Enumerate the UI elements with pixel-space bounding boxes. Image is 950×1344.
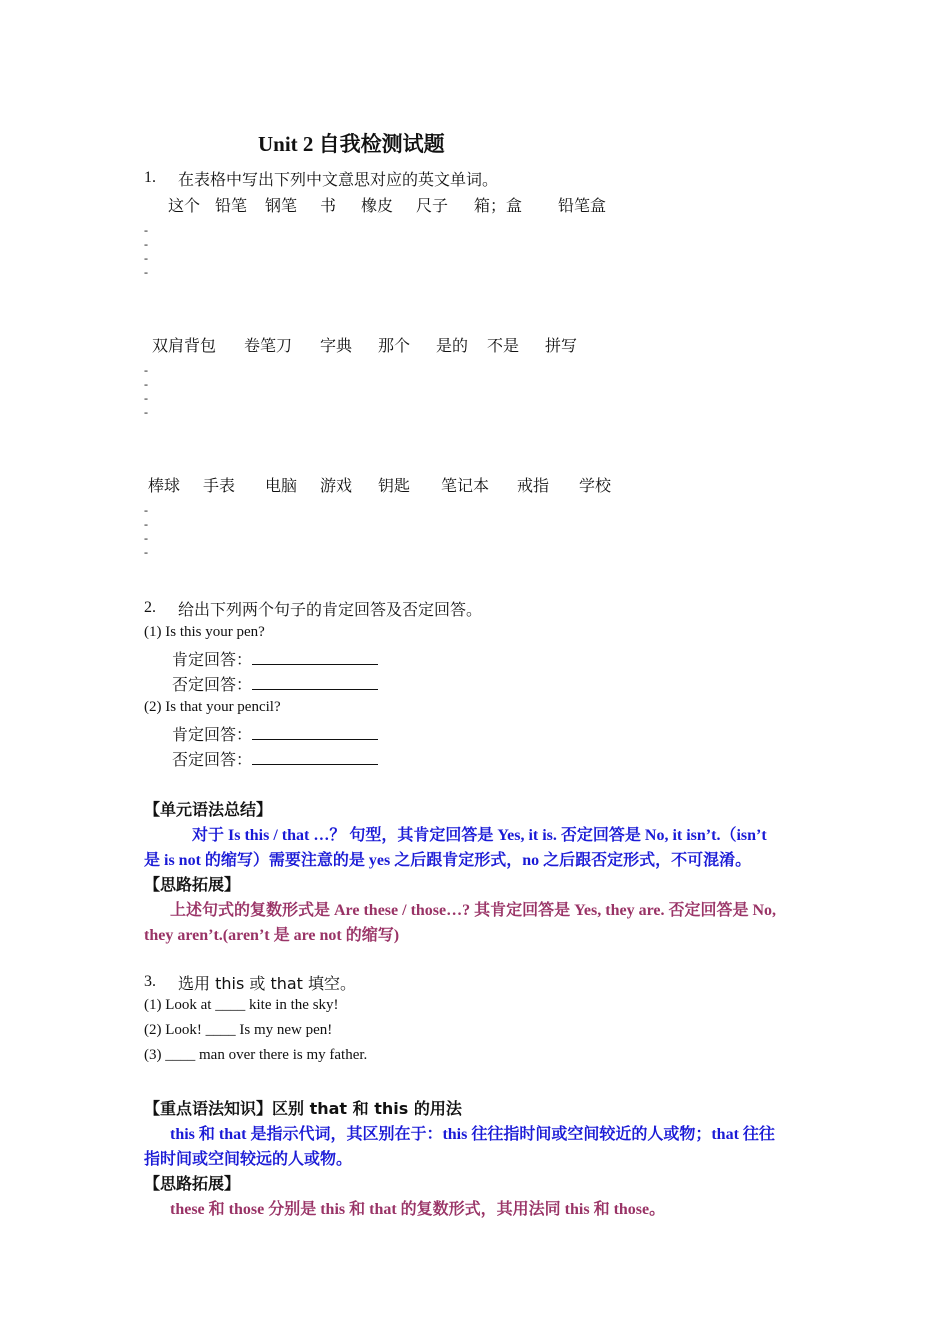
answer-blank[interactable] [252, 725, 378, 740]
word-cell: 戒指 [517, 476, 550, 495]
extension-heading: 【思路拓展】 [144, 875, 241, 894]
word-cell: 字典 [320, 336, 353, 355]
blank-row-marker: - [144, 531, 148, 545]
word-cell: 不是 [487, 336, 520, 355]
negative-label: 否定回答： [172, 750, 253, 769]
blank-row-marker: - [144, 251, 148, 265]
q2-1-positive [172, 647, 378, 670]
grammar-summary-heading: 【单元语法总结】 [144, 800, 273, 819]
answer-blank[interactable] [252, 675, 378, 690]
word-cell: 书 [320, 196, 337, 215]
blank-row-marker: - [144, 265, 148, 279]
word-cell: 尺子 [416, 196, 449, 215]
q3-instruction: 选用 this 或 that 填空。 [178, 974, 357, 993]
word-cell: 是的 [436, 336, 469, 355]
key-grammar-heading: 【重点语法知识】区别 that 和 this 的用法 [144, 1099, 462, 1118]
word-cell: 钥匙 [378, 476, 411, 495]
q2-sentence-1: (1) Is this your pen? [144, 624, 265, 640]
q2-2-negative [172, 747, 378, 770]
answer-blank[interactable] [252, 650, 378, 665]
blank-row-marker: - [144, 237, 148, 251]
q2-1-negative [172, 672, 378, 695]
q2-sentence-2: (2) Is that your pencil? [144, 699, 281, 715]
extension-line-1: these 和 those 分别是 this 和 that 的复数形式，其用法同 this 和 those。 [170, 1201, 666, 1218]
word-cell: 橡皮 [361, 196, 394, 215]
key-grammar-line-1: this 和 that 是指示代词，其区别在于：this 往往指时间或空间较近的人或物；that 往往 [170, 1126, 775, 1143]
blank-row-marker: - [144, 517, 148, 531]
negative-label: 否定回答： [172, 675, 253, 694]
word-cell: 双肩背包 [152, 336, 217, 355]
positive-label: 肯定回答： [172, 725, 253, 744]
word-cell: 铅笔盒 [558, 196, 607, 215]
word-cell: 拼写 [545, 336, 578, 355]
word-cell: 箱；盒 [474, 196, 523, 215]
q1-instruction: 在表格中写出下列中文意思对应的英文单词。 [178, 170, 499, 189]
word-cell: 笔记本 [441, 476, 490, 495]
blank-row-marker: - [144, 377, 148, 391]
page-title: Unit 2 自我检测试题 [258, 132, 445, 156]
blank-row-marker: - [144, 391, 148, 405]
word-cell: 这个 [168, 196, 201, 215]
q3-number: 3. [144, 973, 156, 990]
q3-item: (2) Look! ____ Is my new pen! [144, 1022, 333, 1038]
word-cell: 铅笔 [215, 196, 248, 215]
blank-row-marker: - [144, 545, 148, 559]
word-cell: 学校 [579, 476, 612, 495]
word-cell: 游戏 [320, 476, 353, 495]
blank-row-marker: - [144, 405, 148, 419]
grammar-summary-line-1: 对于 Is this / that …？ 句型，其肯定回答是 Yes, it is. 否定回答是 No, it isn’t.（isn’t [192, 827, 767, 844]
word-cell: 棒球 [148, 476, 181, 495]
word-cell: 电脑 [265, 476, 298, 495]
extension-line-1: 上述句式的复数形式是 Are these / those…? 其肯定回答是 Yes, they are. 否定回答是 No, [170, 902, 777, 919]
blank-row-marker: - [144, 363, 148, 377]
word-cell: 那个 [378, 336, 411, 355]
blank-row-marker: - [144, 503, 148, 517]
q2-number: 2. [144, 599, 156, 616]
word-cell: 钢笔 [265, 196, 298, 215]
positive-label: 肯定回答： [172, 650, 253, 669]
q3-item: (1) Look at ____ kite in the sky! [144, 997, 339, 1013]
q2-2-positive [172, 722, 378, 745]
word-cell: 手表 [203, 476, 236, 495]
extension-line-2: they aren’t.(aren’t 是 are not 的缩写) [144, 927, 400, 944]
extension-heading: 【思路拓展】 [144, 1174, 241, 1193]
key-grammar-line-2: 指时间或空间较远的人或物。 [144, 1151, 353, 1168]
blank-row-marker: - [144, 223, 148, 237]
grammar-summary-line-2: 是 is not 的缩写）需要注意的是 yes 之后跟肯定形式，no 之后跟否定形式，不可混淆。 [144, 852, 752, 869]
answer-blank[interactable] [252, 750, 378, 765]
q1-number: 1. [144, 169, 156, 186]
word-cell: 卷笔刀 [244, 336, 293, 355]
q3-item: (3) ____ man over there is my father. [144, 1047, 368, 1063]
q2-instruction: 给出下列两个句子的肯定回答及否定回答。 [178, 600, 483, 619]
